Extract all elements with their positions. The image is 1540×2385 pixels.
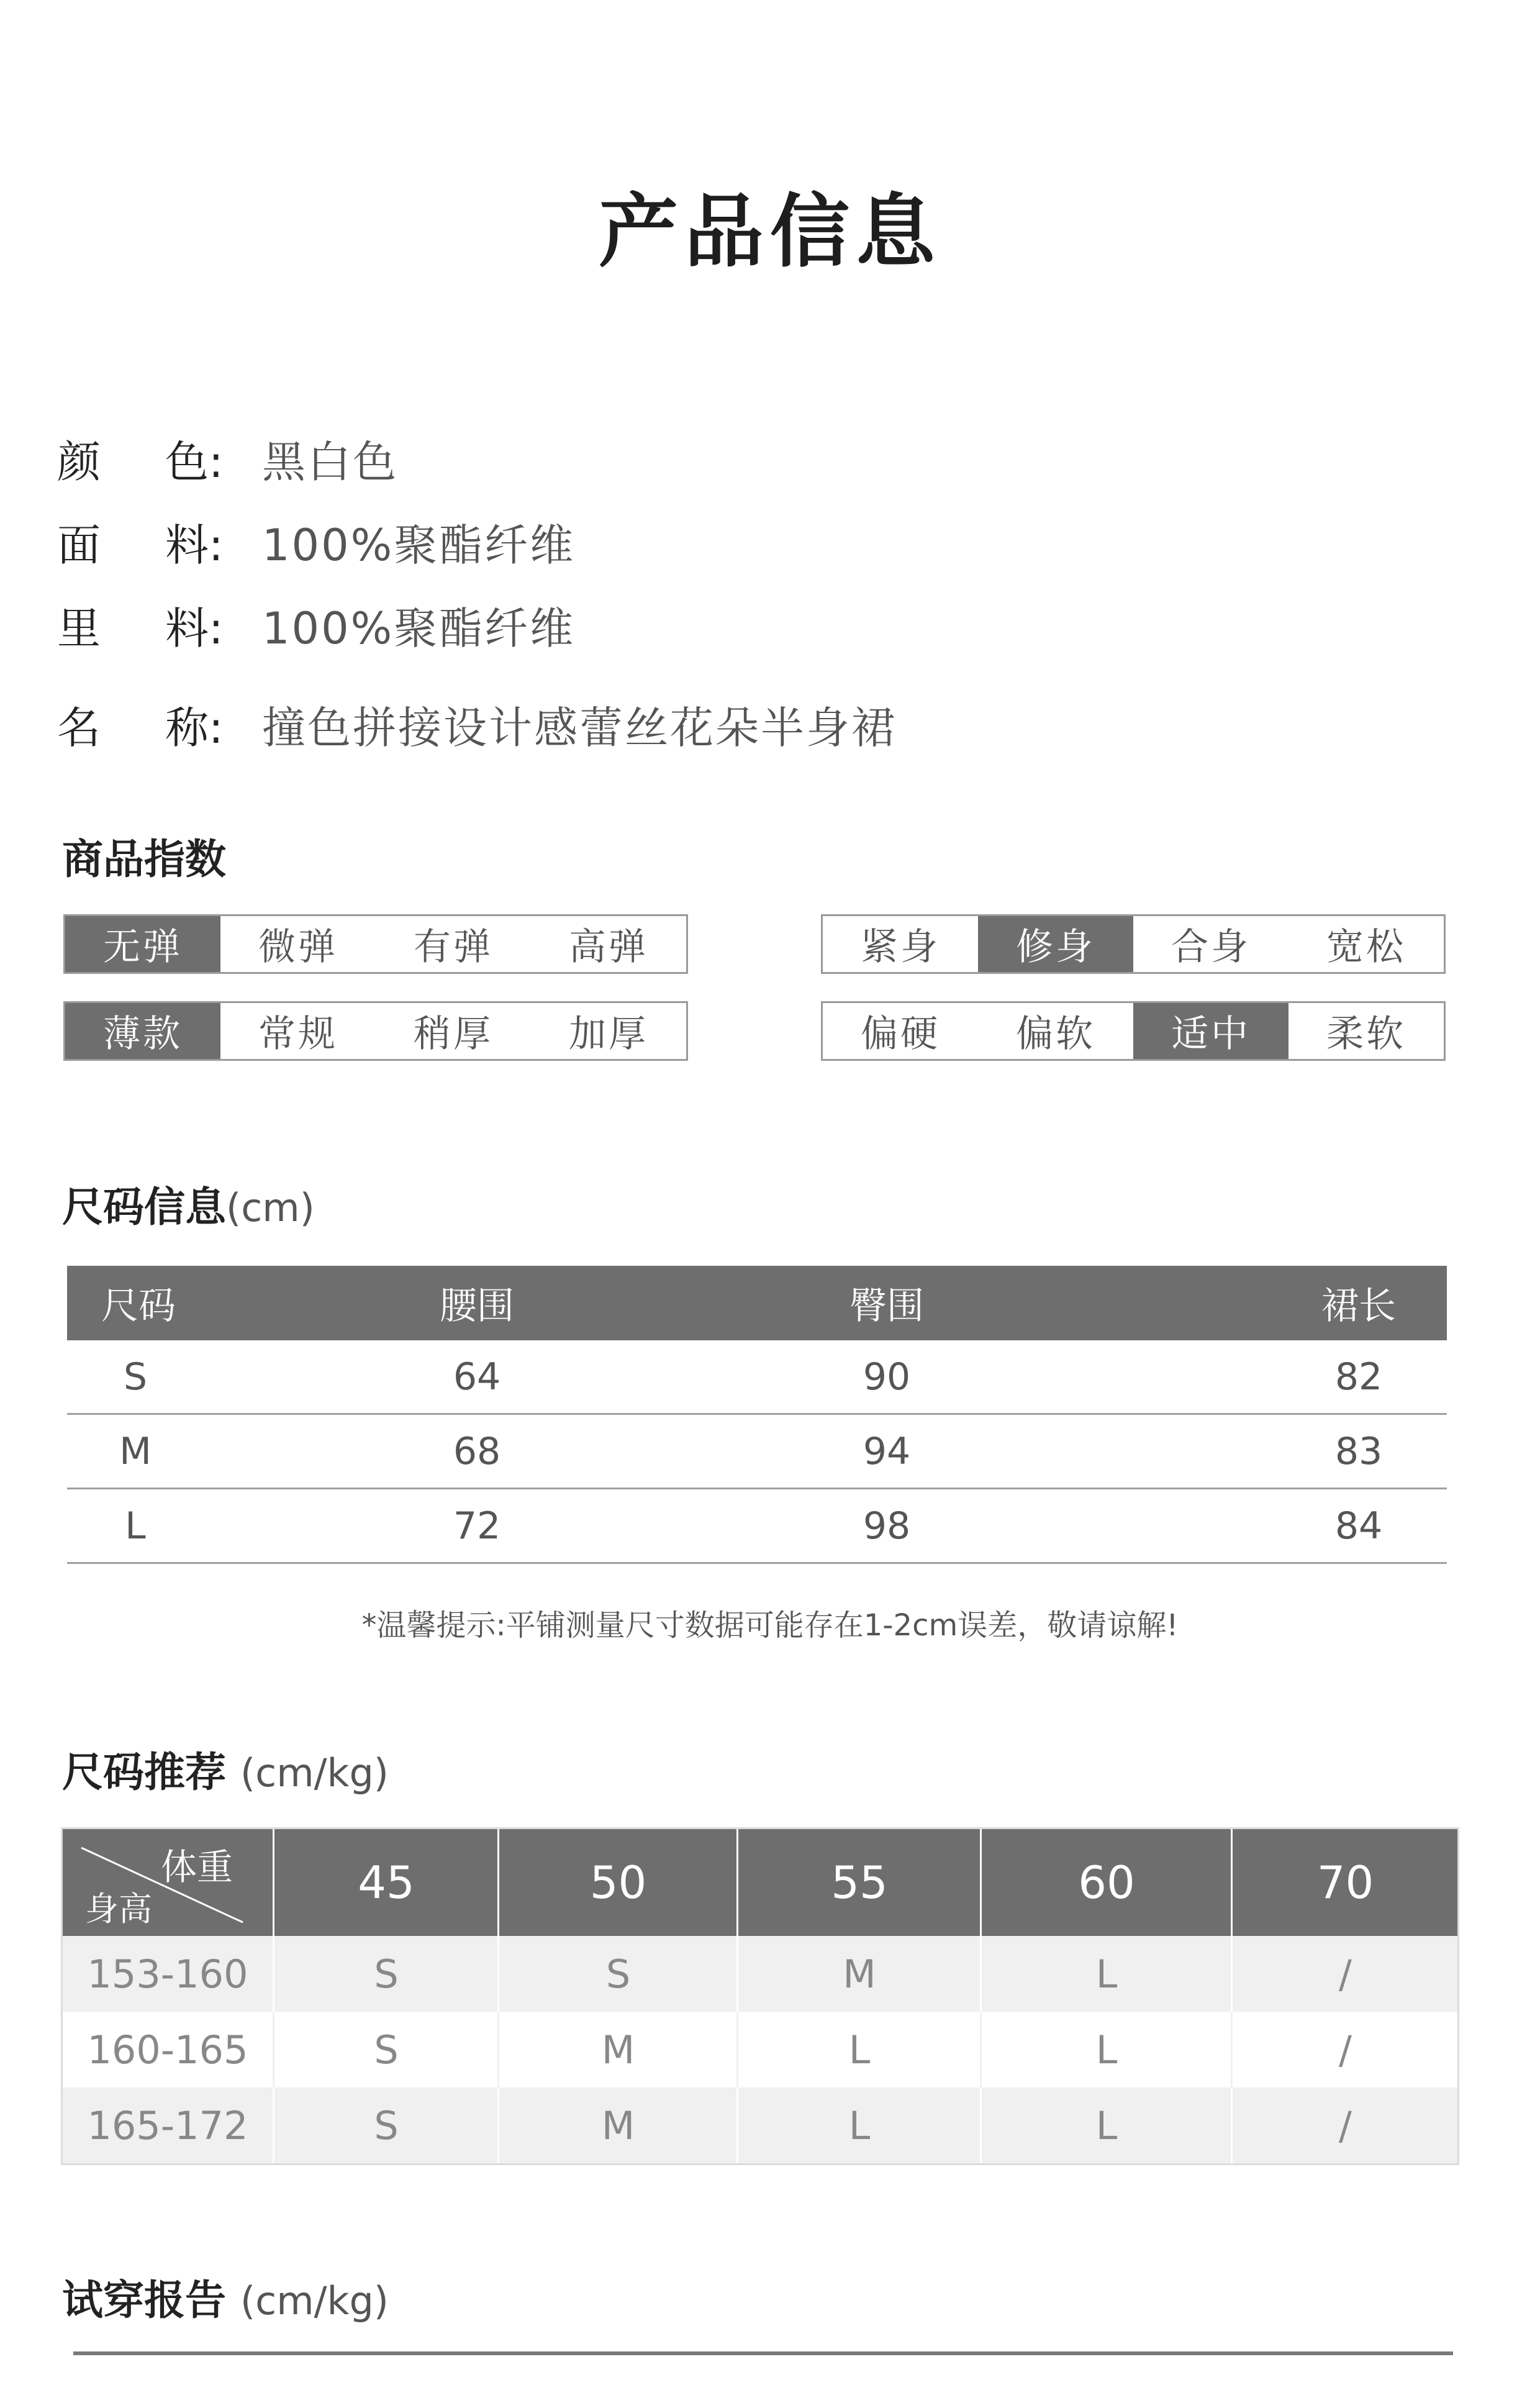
height-range-cell: 160-165 — [87, 2027, 248, 2073]
info-label: 称: — [165, 702, 224, 753]
weight-header-cell: 60 — [1078, 1856, 1135, 1909]
header-corner-cell — [63, 1829, 273, 1936]
index-option: 常规 — [258, 1012, 338, 1056]
size-header-cell: 尺码 — [101, 1284, 176, 1328]
index-option: 微弹 — [258, 925, 338, 969]
table-row — [67, 1489, 1447, 1564]
size-cell: L — [1095, 1951, 1118, 1997]
column-divider — [980, 1829, 982, 1936]
size-cell: / — [1339, 2027, 1352, 2073]
height-range-cell: 153-160 — [87, 1951, 248, 1997]
column-divider — [980, 2012, 982, 2087]
size-cell: L — [848, 2102, 871, 2148]
index-option: 适中 — [1133, 1003, 1289, 1059]
size-cell: 72 — [453, 1504, 501, 1548]
column-divider — [1231, 1936, 1233, 2012]
size-cell: S — [374, 2027, 399, 2073]
column-divider — [497, 1936, 499, 2012]
index-option: 修身 — [978, 916, 1133, 972]
index-option: 稍厚 — [414, 1012, 493, 1056]
size-cell: 83 — [1334, 1429, 1383, 1473]
index-option: 紧身 — [861, 925, 940, 969]
elasticity-index — [63, 914, 688, 974]
size-info-title — [62, 1174, 315, 1233]
size-recommend-title — [62, 1739, 389, 1798]
size-cell: 90 — [863, 1355, 911, 1399]
table-row — [63, 2012, 1457, 2087]
size-info-unit: (cm) — [226, 1185, 315, 1230]
index-option: 宽松 — [1326, 925, 1406, 969]
size-cell: / — [1339, 1951, 1352, 1997]
size-cell: 84 — [1334, 1504, 1383, 1548]
size-cell: M — [601, 2102, 635, 2148]
try-on-title — [62, 2267, 389, 2326]
size-cell: 98 — [863, 1504, 911, 1548]
info-label: 名 — [57, 702, 101, 753]
column-divider — [273, 2087, 274, 2163]
table-row — [63, 2087, 1457, 2163]
column-divider — [1231, 2012, 1233, 2087]
info-label: 色: — [165, 437, 224, 488]
size-table-header — [67, 1266, 1447, 1340]
weight-header-cell: 45 — [358, 1856, 415, 1909]
info-label: 面 — [57, 520, 101, 571]
product-index-title: 商品指数 — [62, 835, 226, 883]
fit-index — [821, 914, 1446, 974]
index-option: 有弹 — [414, 925, 493, 969]
size-table — [67, 1266, 1447, 1564]
table-row — [67, 1340, 1447, 1415]
size-cell: 68 — [453, 1429, 501, 1473]
column-divider — [736, 2012, 738, 2087]
size-cell: 64 — [453, 1355, 501, 1399]
weight-header-cell: 70 — [1316, 1856, 1374, 1909]
size-header-cell: 裙长 — [1321, 1284, 1396, 1328]
index-option: 加厚 — [569, 1012, 648, 1056]
size-header-cell: 臀围 — [849, 1284, 924, 1328]
column-divider — [736, 2087, 738, 2163]
column-divider — [1231, 1829, 1233, 1936]
size-cell: S — [605, 1951, 631, 1997]
corner-height-label: 身高 — [85, 1889, 152, 1928]
info-label: 里 — [57, 603, 101, 654]
size-cell: 94 — [863, 1429, 911, 1473]
size-cell: M — [119, 1429, 152, 1473]
column-divider — [736, 1829, 738, 1936]
column-divider — [980, 2087, 982, 2163]
size-header-cell: 腰围 — [440, 1284, 514, 1328]
column-divider — [980, 1936, 982, 2012]
size-cell: S — [123, 1355, 148, 1399]
table-row — [63, 1936, 1457, 2012]
size-recommend-unit: (cm/kg) — [240, 1750, 389, 1796]
size-recommend-title-text: 尺码推荐 — [62, 1748, 226, 1796]
size-cell: / — [1339, 2102, 1352, 2148]
info-label: 料: — [165, 603, 224, 654]
size-cell: M — [601, 2027, 635, 2073]
size-cell: L — [848, 2027, 871, 2073]
size-cell: L — [125, 1504, 146, 1548]
info-value: 100%聚酯纤维 — [262, 520, 576, 571]
index-option: 无弹 — [65, 916, 220, 972]
size-cell: L — [1095, 2027, 1118, 2073]
try-on-unit: (cm/kg) — [240, 2278, 389, 2324]
column-divider — [736, 1936, 738, 2012]
column-divider — [1231, 2087, 1233, 2163]
column-divider — [273, 2012, 274, 2087]
size-cell: M — [843, 1951, 876, 1997]
height-range-cell: 165-172 — [87, 2102, 248, 2148]
recommend-table-header — [63, 1829, 1457, 1936]
thickness-index — [63, 1001, 688, 1061]
size-cell: 82 — [1334, 1355, 1383, 1399]
measurement-tip: *温馨提示:平铺测量尺寸数据可能存在1-2cm误差，敬请谅解! — [361, 1608, 1179, 1643]
size-cell: S — [374, 2102, 399, 2148]
info-value: 黑白色 — [262, 437, 398, 488]
info-value: 撞色拼接设计感蕾丝花朵半身裙 — [262, 702, 897, 753]
size-info-title-text: 尺码信息 — [62, 1183, 226, 1231]
column-divider — [273, 1829, 274, 1936]
index-option: 合身 — [1171, 925, 1251, 969]
index-option: 偏软 — [1016, 1012, 1095, 1056]
column-divider — [497, 1829, 499, 1936]
corner-weight-label: 体重 — [161, 1846, 233, 1888]
column-divider — [273, 1936, 274, 2012]
table-row — [67, 1415, 1447, 1489]
try-on-table-top-border — [73, 2351, 1453, 2355]
column-divider — [497, 2087, 499, 2163]
index-option: 高弹 — [569, 925, 648, 969]
index-option: 偏硬 — [861, 1012, 940, 1056]
index-option: 柔软 — [1326, 1012, 1406, 1056]
size-recommend-table — [61, 1827, 1459, 2165]
softness-index — [821, 1001, 1446, 1061]
column-divider — [497, 2012, 499, 2087]
weight-header-cell: 55 — [831, 1856, 888, 1909]
weight-header-cell: 50 — [589, 1856, 647, 1909]
try-on-title-text: 试穿报告 — [62, 2276, 226, 2324]
info-value: 100%聚酯纤维 — [262, 603, 576, 654]
size-cell: L — [1095, 2102, 1118, 2148]
size-cell: S — [374, 1951, 399, 1997]
info-label: 颜 — [57, 437, 101, 488]
page-title: 产品信息 — [598, 186, 941, 278]
index-option: 薄款 — [65, 1003, 220, 1059]
info-label: 料: — [165, 520, 224, 571]
